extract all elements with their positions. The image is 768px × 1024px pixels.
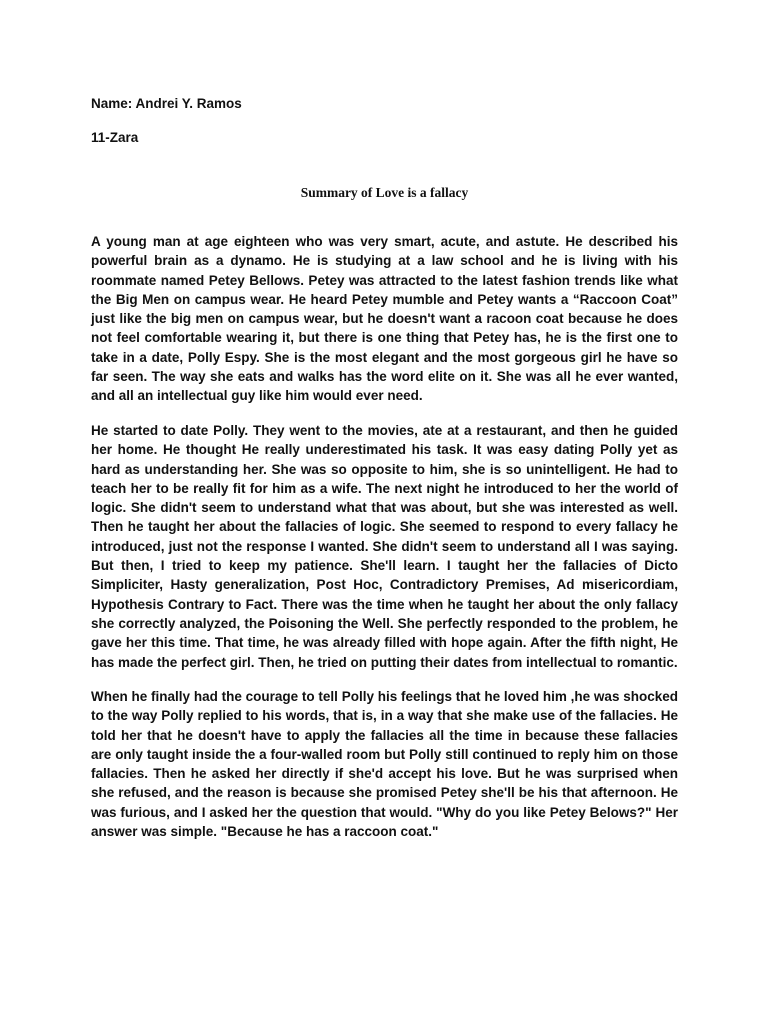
student-section: 11-Zara bbox=[91, 130, 139, 145]
paragraph-1: A young man at age eighteen who was very smart, acute, and astute. He described his powerful brain as a dynamo. He is studying at a law school and he is living with his roommate named Petey Bellows. Petey was attracted to the latest fashion trends like what the Big Men on campus wear. He heard Petey mumble and Petey wants a “Raccoon Coat” just like the big men on campus wear, but he doesn't want a racoon coat because he does not feel comfortable wearing it, but there is one thing that Petey has, he is the first one to take in a date, Polly Espy. She is the most elegant and the most gorgeous girl he have so far seen. The way she eats and walks has the word elite on it. She was all he ever wanted, and all an intellectual guy like him would ever need. bbox=[91, 234, 678, 404]
paragraph-2: He started to date Polly. They went to the movies, ate at a restaurant, and then he guided her home. He thought He really underestimated his task. It was easy dating Polly yet as hard as understanding her. She was so opposite to him, she is so unintelligent. He had to teach her to be really fit for him as a wife. The next night he introduced to her the world of logic. She didn't seem to understand what that was about, but she was interested as well. Then he taught her about the fallacies of logic. She seemed to respond to every fallacy he introduced, just not the response I wanted. She didn't seem to understand all I was saying. But then, I tried to keep my patience. She'll learn. I taught her the fallacies of Dicto Simpliciter, Hasty generalization, Post Hoc, Contradictory Premises, Ad misericordiam, Hypothesis Contrary to Fact. There was the time when he taught her about the only fallacy she correctly analyzed, the Poisoning the Well. She perfectly responded to the problem, he gave her this time. That time, he was already filled with hope again. After the fifth night, He has made the perfect girl. Then, he tried on putting their dates from intellectual to romantic. bbox=[91, 423, 678, 670]
document-title: Summary of Love is a fallacy bbox=[300, 185, 469, 200]
student-name: Name: Andrei Y. Ramos bbox=[91, 96, 242, 111]
paragraph-3: When he finally had the courage to tell Polly his feelings that he loved him ,he was shocked to the way Polly replied to his words, that is, in a way that she make use of the fallacies. He told her that he doesn't have to apply the fallacies all the time in because these fallacies are only taught inside the a four-walled room but Polly still continued to reply him on those fallacies. Then he asked her directly if she'd accept his love. But he was surprised when she refused, and the reason is because she promised Petey she'll be his that afternoon. He was furious, and I asked her the question that would. "Why do you like Petey Belows?" Her answer was simple. "Because he has a raccoon coat." bbox=[91, 689, 678, 840]
